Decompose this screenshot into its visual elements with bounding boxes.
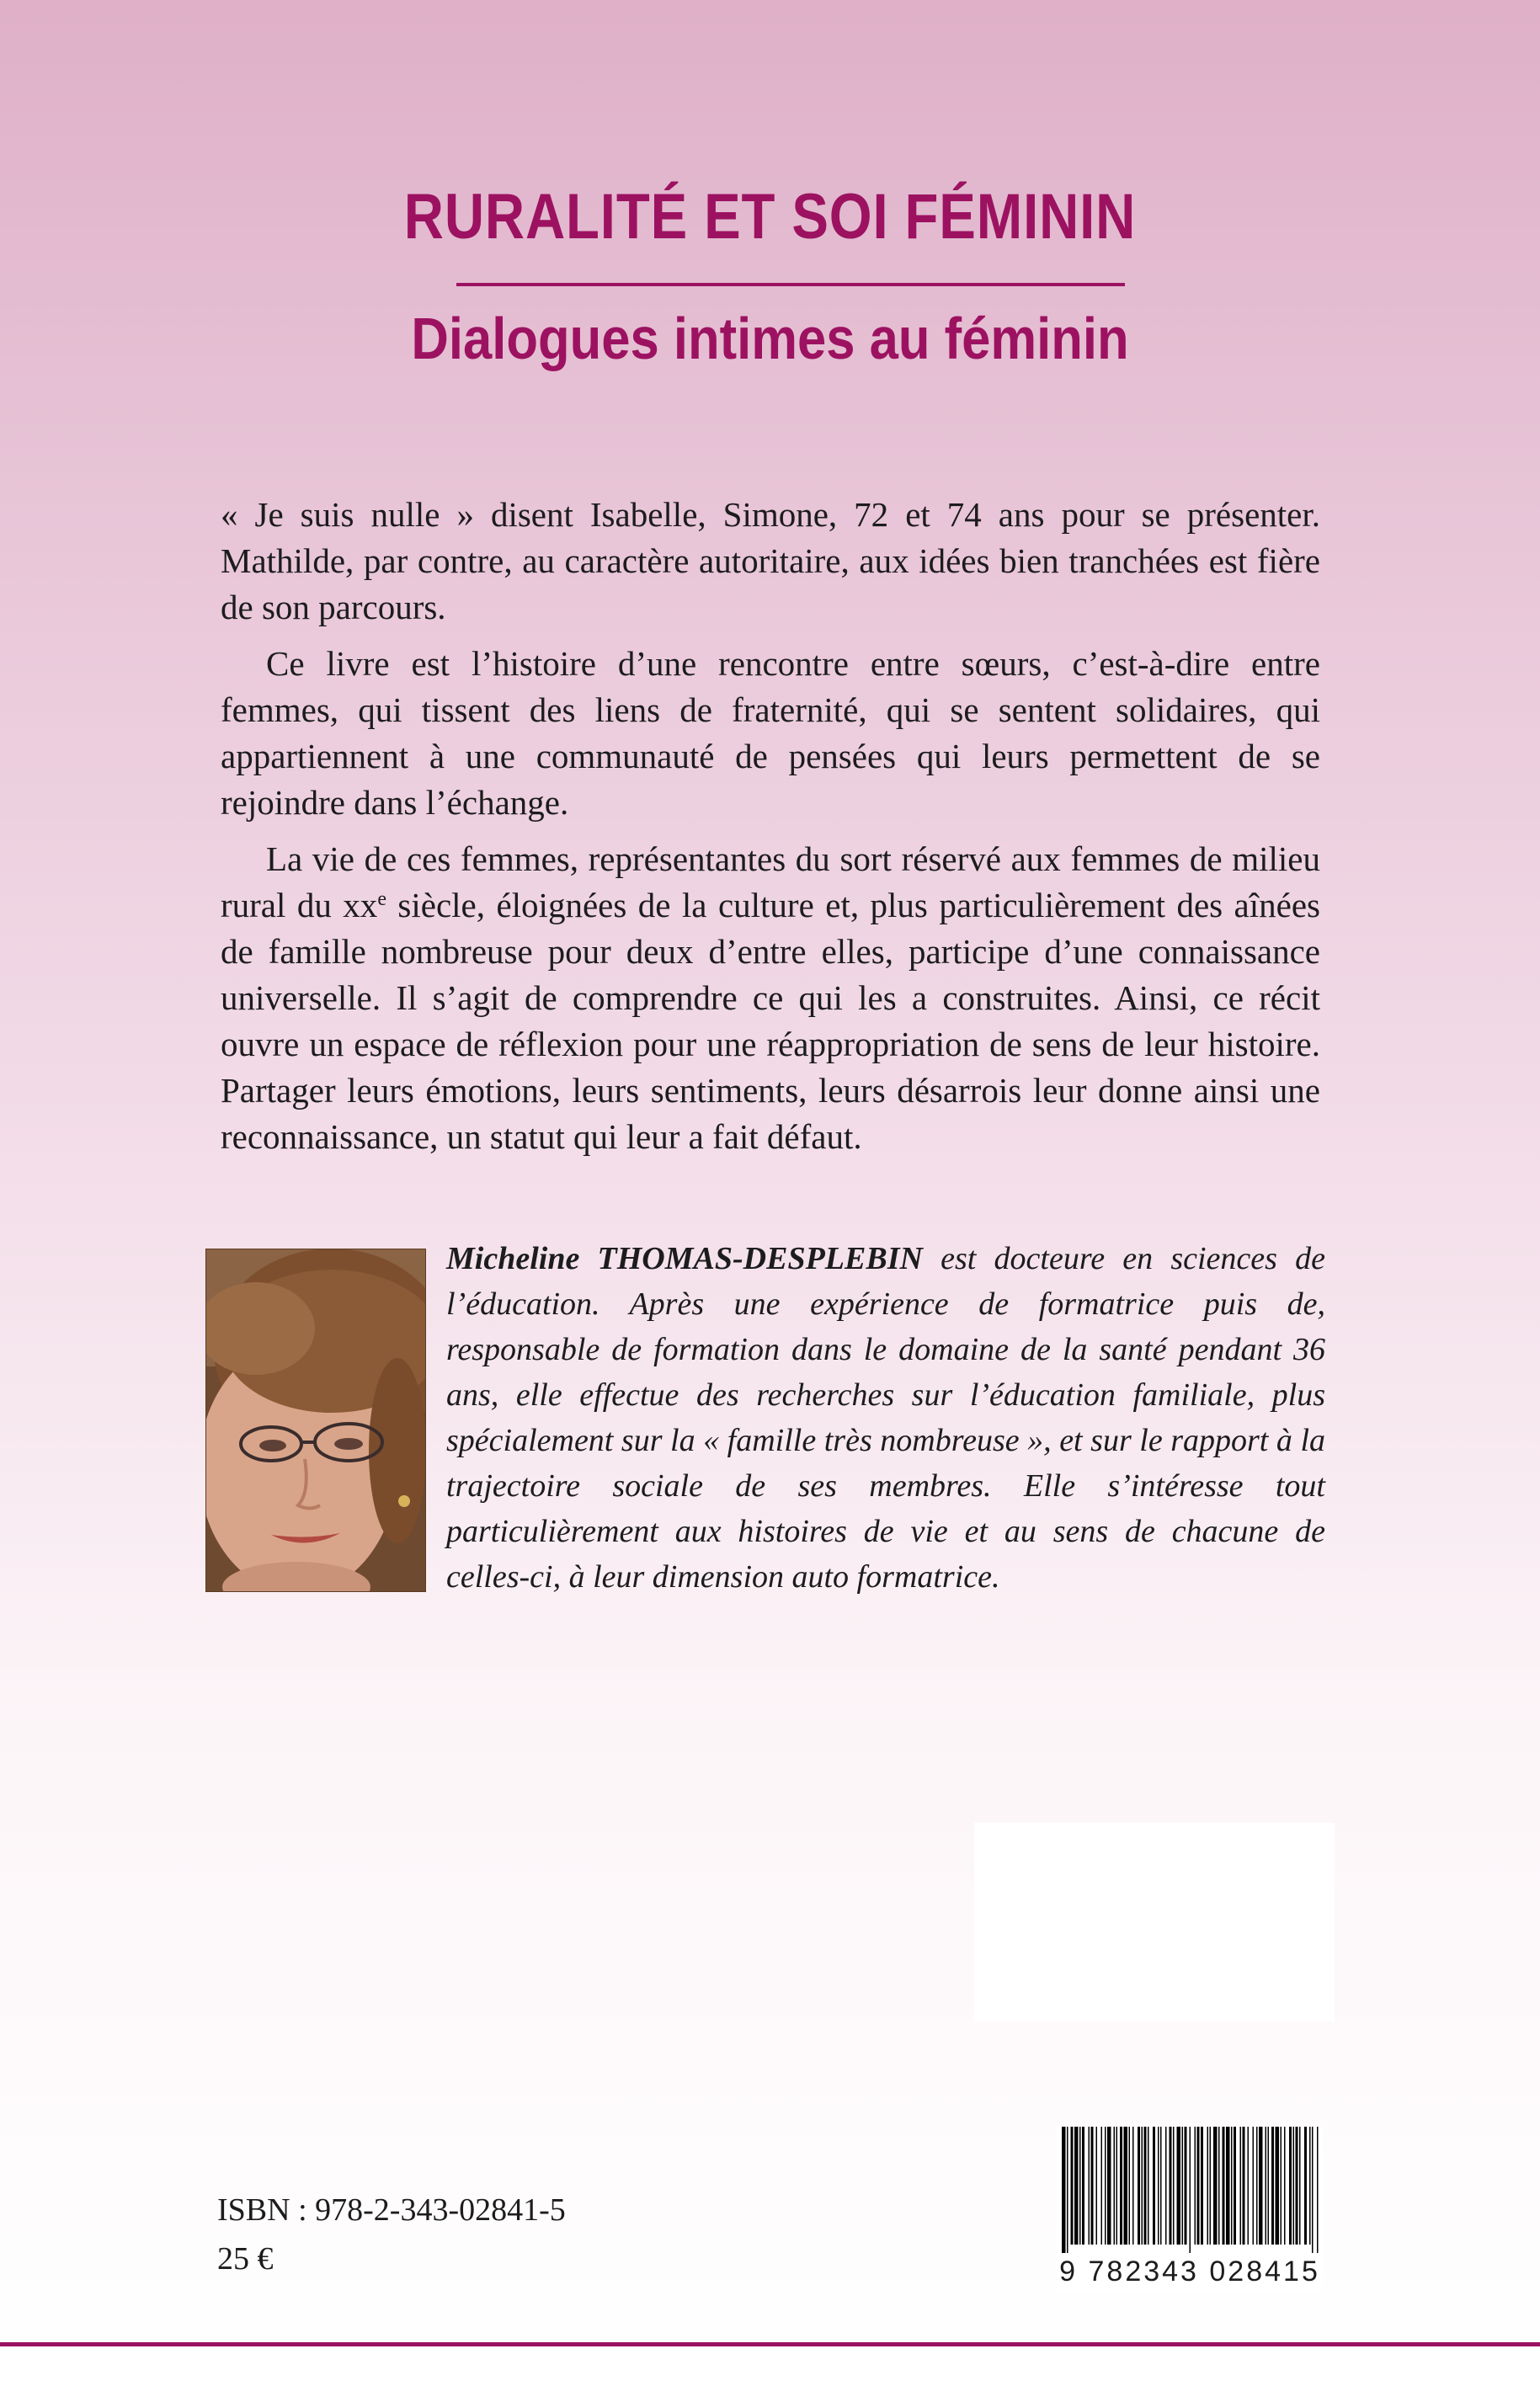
barcode-bar [1259, 2127, 1263, 2245]
barcode-bar [1138, 2127, 1140, 2245]
barcode-bar [1144, 2127, 1147, 2245]
barcode-bar [1142, 2127, 1143, 2245]
barcode-bar [1062, 2127, 1066, 2253]
barcode-bar [1082, 2127, 1084, 2245]
author-photo [205, 1249, 426, 1592]
barcode-bar [1240, 2127, 1242, 2245]
barcode-digits: 9 782343 028415 [1059, 2256, 1320, 2287]
barcode-bar [1317, 2127, 1319, 2253]
barcode-bar [1190, 2127, 1191, 2253]
barcode-bar [1153, 2127, 1155, 2245]
barcode-bar [1284, 2127, 1286, 2245]
barcode-bar [1248, 2127, 1250, 2245]
barcode-bar [1185, 2127, 1187, 2245]
barcode-bar [1158, 2127, 1159, 2245]
barcode [1057, 2127, 1323, 2291]
barcode-bar [1226, 2127, 1230, 2245]
barcode-bar [1074, 2127, 1079, 2245]
blurb-paragraph-1: « Je suis nulle » disent Isabelle, Simone, 72 et 74 ans pour se présenter. Mathilde, par contre, au caractère autoritaire, aux idées bien tranchées est fière de son parcours. [221, 495, 1320, 626]
century-superscript: e [377, 888, 386, 910]
bottom-divider [0, 2342, 1540, 2346]
barcode-bar [1096, 2127, 1098, 2245]
barcode-bar [1296, 2127, 1298, 2245]
title-divider [456, 283, 1125, 286]
barcode-bars [1057, 2127, 1323, 2253]
barcode-bar [1160, 2127, 1162, 2245]
blurb-paragraph-3 [221, 836, 1320, 1160]
barcode-bar [1266, 2127, 1267, 2245]
author-bio [446, 1236, 1325, 1600]
barcode-bar [1271, 2127, 1274, 2245]
barcode-bar [1207, 2127, 1209, 2245]
barcode-bar [1256, 2127, 1258, 2245]
barcode-bar [1114, 2127, 1116, 2245]
barcode-bar [1105, 2127, 1106, 2245]
white-label-area [974, 1823, 1335, 2021]
barcode-bar [1107, 2127, 1111, 2245]
price: 25 € [217, 2241, 274, 2277]
barcode-bar [1289, 2127, 1292, 2245]
barcode-bar [1218, 2127, 1220, 2245]
blurb-paragraph-2: Ce livre est l’histoire d’une rencontre entre sœurs, c’est-à-dire entre femmes, qui tissent des liens de fraternité, qui se sentent solidaires, qui appartiennent à une communauté de pensées qui leurs permettent de se rejoindre dans l’échange. [221, 644, 1320, 822]
barcode-bar [1299, 2127, 1301, 2245]
barcode-bar [1304, 2127, 1307, 2245]
barcode-bar [1089, 2127, 1090, 2245]
barcode-bar [1120, 2127, 1122, 2245]
barcode-bar [1079, 2127, 1081, 2245]
barcode-bar [1067, 2127, 1068, 2253]
book-title: RURALITÉ ET SOI FÉMININ [403, 181, 1137, 253]
barcode-bar [1201, 2127, 1203, 2245]
barcode-bar [1210, 2127, 1212, 2245]
barcode-bar [1281, 2127, 1282, 2245]
barcode-bar [1129, 2127, 1131, 2245]
barcode-bar [1197, 2127, 1200, 2245]
book-subtitle: Dialogues intimes au féminin [411, 306, 1129, 371]
barcode-bar [1132, 2127, 1134, 2245]
barcode-bar [1312, 2127, 1314, 2253]
blurb-paragraph-3-end: siècle, éloignées de la culture et, plus particulièrement des aînées de famille nombreuse pour deux d’entre elles, participe d’une connaissance universelle. Il s’agit de comprendre ce qui les a construites. Ainsi, ce récit ouvre un espace de réflexion pour une réappropriation de sens de leur histoire. Partager leurs émotions, leurs sentiments, leurs désarrois leur donne ainsi une reconnaissance, un statut qui leur a fait défaut. [221, 886, 1320, 1156]
barcode-bar [1276, 2127, 1280, 2245]
barcode-bar [1213, 2127, 1218, 2245]
barcode-bar [1101, 2127, 1103, 2245]
barcode-bar [1177, 2127, 1181, 2245]
back-cover-blurb [221, 492, 1320, 1170]
barcode-bar [1231, 2127, 1233, 2245]
barcode-bar [1071, 2127, 1074, 2245]
author-name: Micheline THOMAS-DESPLEBIN [446, 1241, 923, 1276]
barcode-bar [1091, 2127, 1094, 2245]
barcode-bar [1268, 2127, 1270, 2245]
blurb-paragraph-3-start: La vie de ces femmes, représentantes du sort réservé aux femmes de milieu rural du xx [221, 839, 1320, 924]
barcode-bar [1170, 2127, 1172, 2245]
barcode-bar [1182, 2127, 1184, 2245]
barcode-bar [1124, 2127, 1128, 2245]
barcode-bar [1223, 2127, 1225, 2245]
barcode-bar [1148, 2127, 1149, 2245]
barcode-bar [1293, 2127, 1295, 2245]
barcode-bar [1253, 2127, 1255, 2245]
isbn-number: ISBN : 978-2-343-02841-5 [217, 2192, 566, 2228]
barcode-bar [1309, 2127, 1311, 2245]
barcode-bar [1173, 2127, 1175, 2245]
barcode-bar [1195, 2127, 1196, 2245]
barcode-bar [1165, 2127, 1167, 2245]
barcode-bar [1243, 2127, 1245, 2245]
barcode-bar [1116, 2127, 1118, 2245]
author-bio-text: est docteure en sciences de l’éducation. Après une expérience de formatrice puis de, responsable de formation dans le domaine de la santé pendant 36 ans, elle effectue des recherches sur l’éducation familiale, plus spécialement sur la « famille très nombreuse », et sur le rapport à la trajectoire sociale de ses membres. Elle s’intéresse tout particulièrement aux histoires de vie et au sens de chacune de celles-ci, à leur dimension auto formatrice. [446, 1241, 1326, 1595]
barcode-bar [1234, 2127, 1236, 2245]
